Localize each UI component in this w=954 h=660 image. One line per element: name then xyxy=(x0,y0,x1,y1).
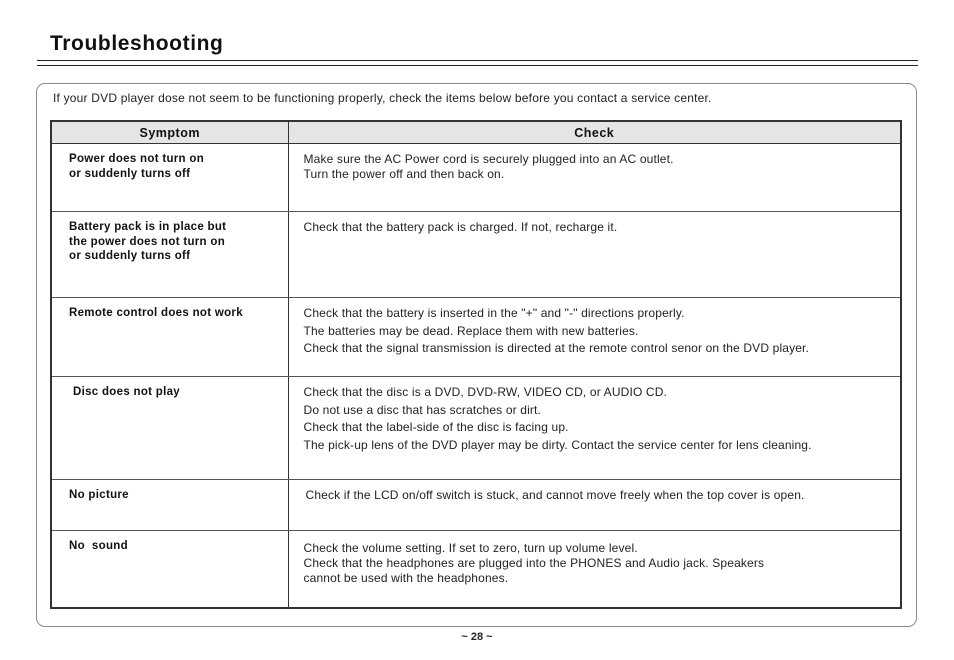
table-row xyxy=(51,144,901,212)
check-line: Check if the LCD on/off switch is stuck, and cannot move freely when the top cover is open. xyxy=(305,488,805,502)
check-line: Check the volume setting. If set to zero, turn up volume level. xyxy=(303,541,638,555)
symptom-line: or suddenly turns off xyxy=(69,250,191,262)
check-line: Check that the signal transmission is directed at the remote control senor on the DVD player. xyxy=(303,341,810,355)
table-row xyxy=(51,531,901,609)
check-cell xyxy=(288,480,901,531)
check-line: Turn the power off and then back on. xyxy=(303,167,505,181)
symptom-line: or suddenly turns off xyxy=(69,167,191,180)
check-cell xyxy=(288,298,901,377)
symptom-cell xyxy=(51,377,288,480)
page-number: ~ 28 ~ xyxy=(461,631,493,643)
check-cell xyxy=(288,212,901,298)
symptom-cell xyxy=(51,480,288,531)
symptom-line: Battery pack is in place but xyxy=(69,221,227,233)
symptom-cell xyxy=(51,531,288,609)
table-row xyxy=(51,377,901,480)
table-header-row xyxy=(51,121,901,144)
symptom-cell xyxy=(51,298,288,377)
title-rule-top xyxy=(37,60,918,61)
table-row xyxy=(51,480,901,531)
check-line: cannot be used with the headphones. xyxy=(303,571,509,585)
symptom-cell xyxy=(51,212,288,298)
symptom-cell xyxy=(51,144,288,212)
check-line: Check that the label-side of the disc is facing up. xyxy=(303,420,569,434)
symptom-line: Power does not turn on xyxy=(69,153,205,165)
title-rule-bottom xyxy=(37,65,918,66)
symptom-line: Disc does not play xyxy=(73,386,181,398)
check-cell xyxy=(288,531,901,609)
page-title: Troubleshooting xyxy=(50,32,224,55)
troubleshooting-table xyxy=(50,120,902,609)
check-line: Check that the headphones are plugged into the PHONES and Audio jack. Speakers xyxy=(303,556,765,570)
table-row xyxy=(51,212,901,298)
check-line: Do not use a disc that has scratches or dirt. xyxy=(303,402,542,417)
symptom-line: the power does not turn on xyxy=(69,235,226,248)
symptom-line: No picture xyxy=(69,489,129,501)
check-line: The pick-up lens of the DVD player may be dirty. Contact the service center for lens cleaning. xyxy=(303,437,812,452)
intro-text: If your DVD player dose not seem to be functioning properly, check the items below before you contact a service center. xyxy=(53,91,712,105)
symptom-line: No sound xyxy=(69,540,128,552)
check-line: Check that the battery pack is charged. If not, recharge it. xyxy=(303,220,618,234)
check-line: Make sure the AC Power cord is securely plugged into an AC outlet. xyxy=(303,152,674,166)
symptom-header: Symptom xyxy=(51,121,288,144)
check-cell xyxy=(288,144,901,212)
check-line: Check that the battery is inserted in the "+" and "-" directions properly. xyxy=(303,306,685,320)
table-row xyxy=(51,298,901,377)
check-cell xyxy=(288,377,901,480)
check-header: Check xyxy=(288,121,901,144)
symptom-line: Remote control does not work xyxy=(69,307,243,319)
check-line: The batteries may be dead. Replace them with new batteries. xyxy=(303,323,639,338)
check-line: Check that the disc is a DVD, DVD-RW, VIDEO CD, or AUDIO CD. xyxy=(303,385,668,399)
